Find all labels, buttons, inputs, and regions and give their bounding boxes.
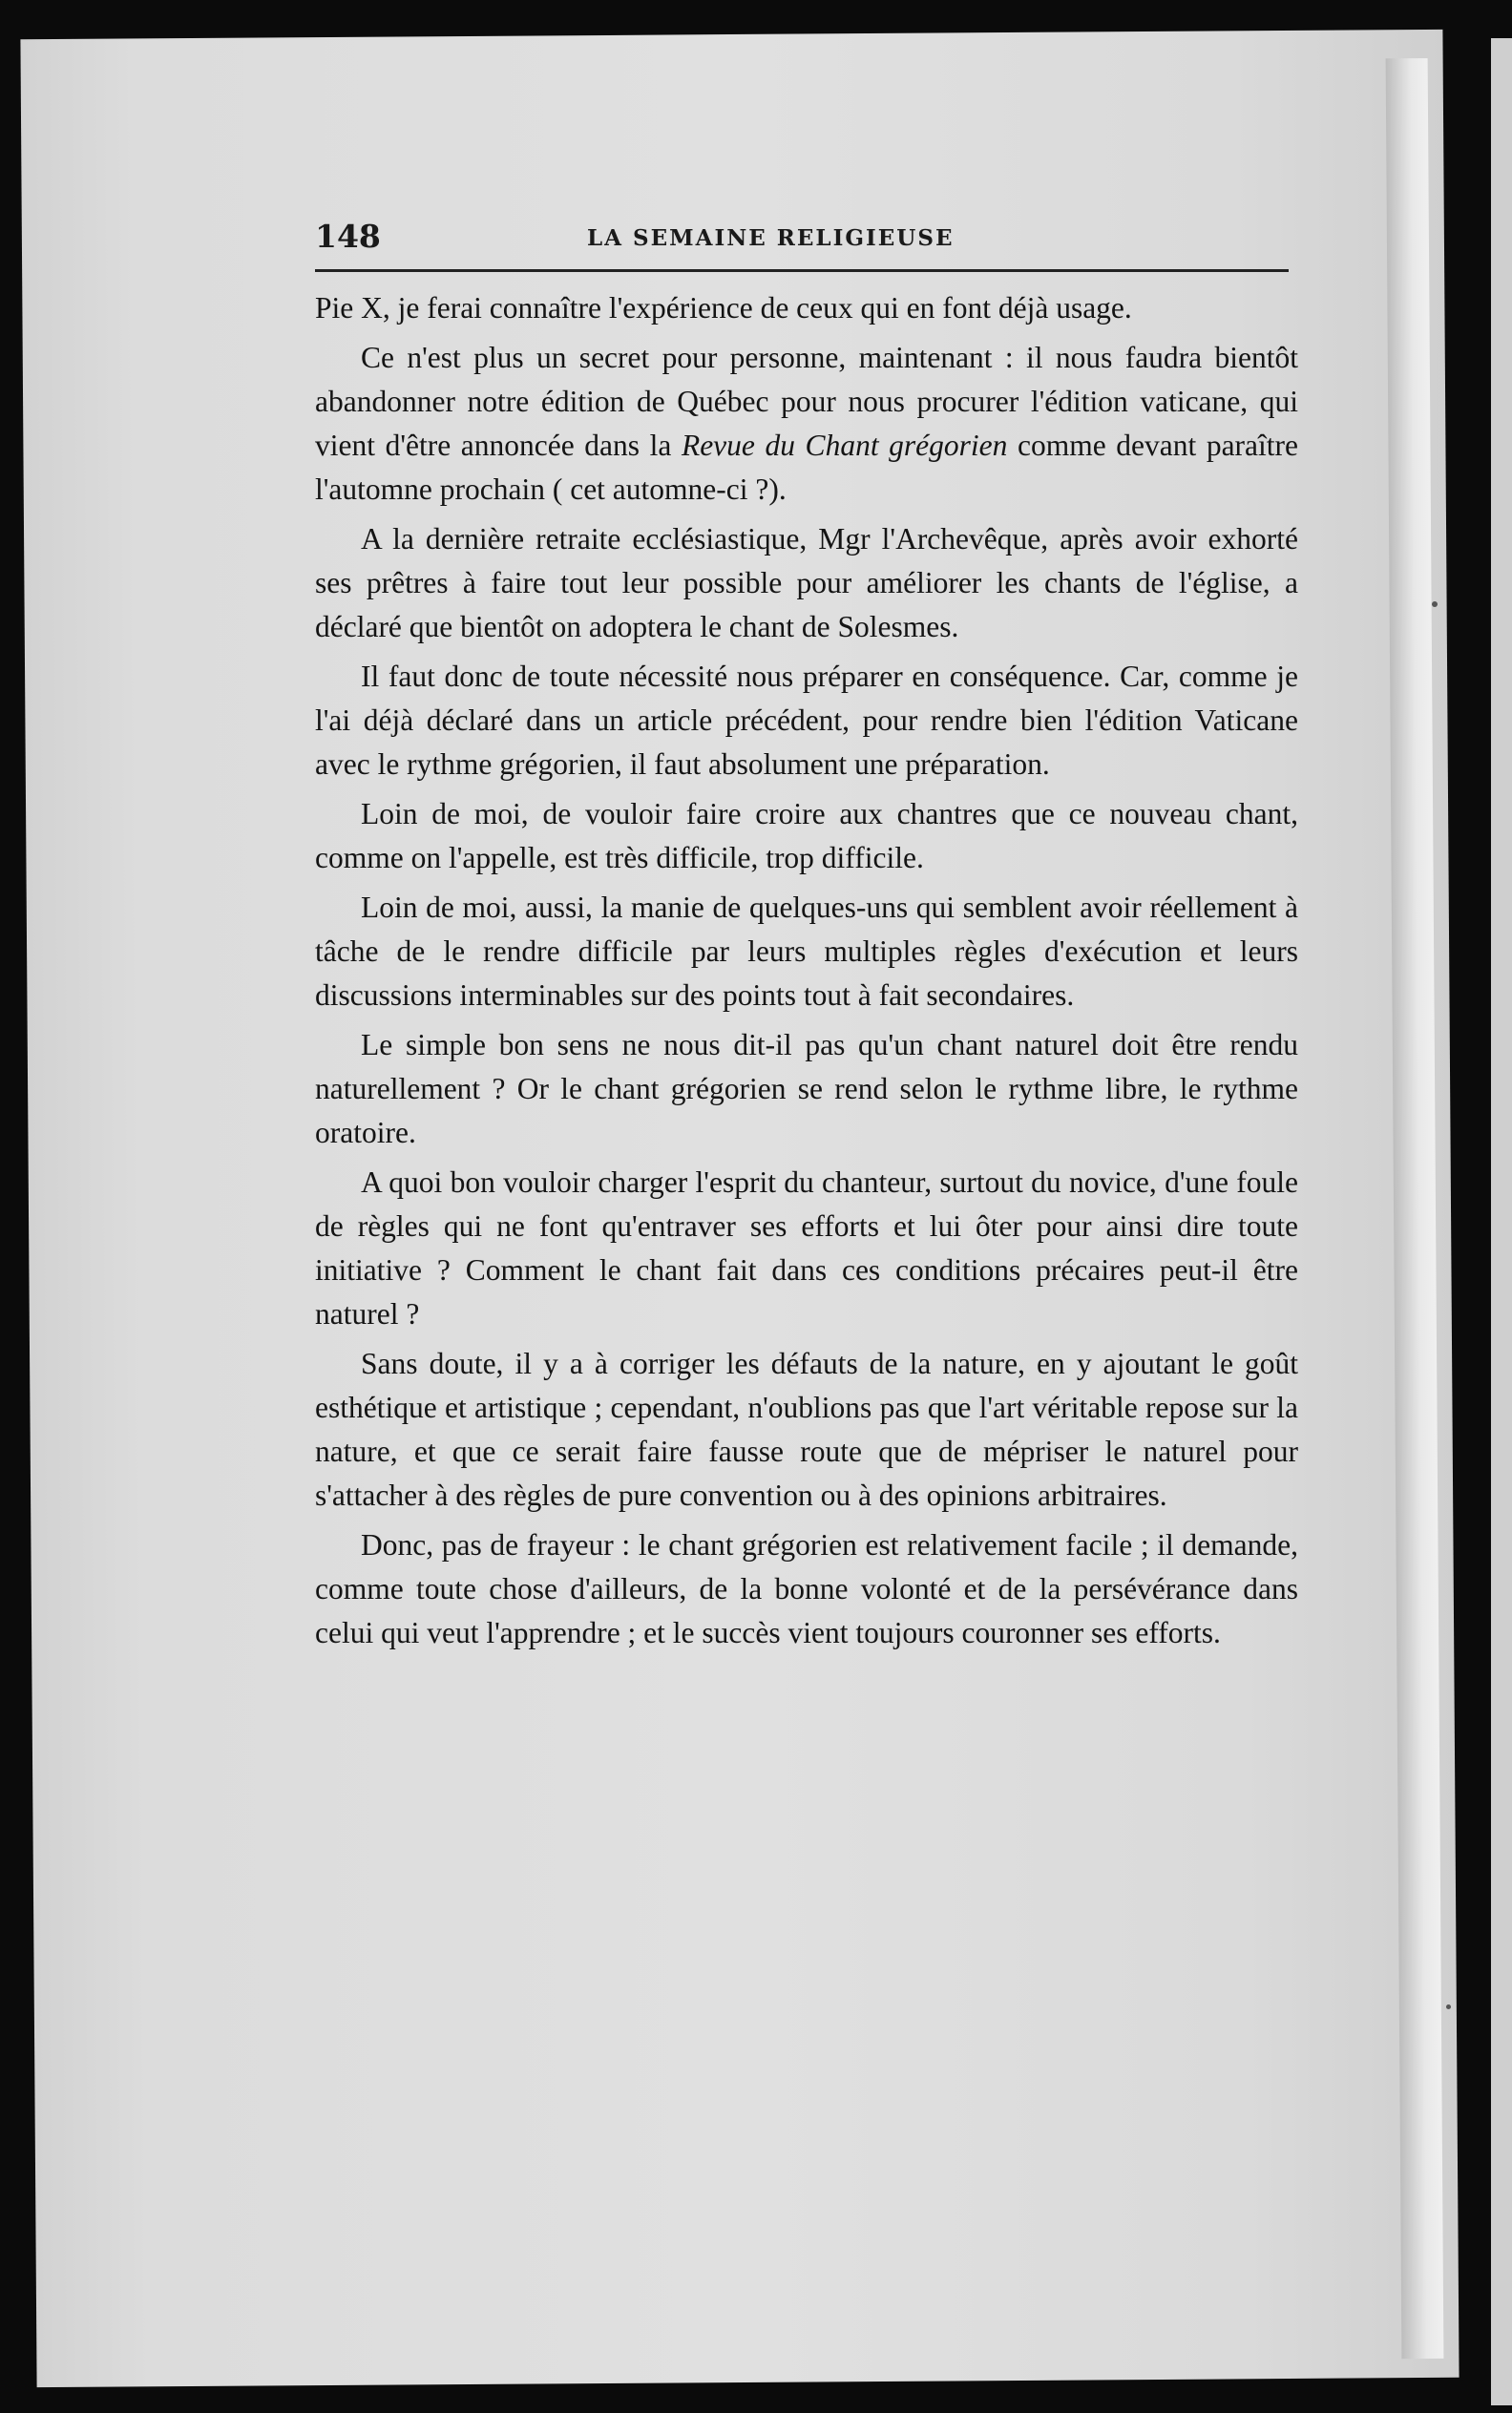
- paragraph-7: Le simple bon sens ne nous dit-il pas qu'un chant naturel doit être rendu naturellement ? Or le chant grégorien se rend selon le rythme libre, le rythme oratoire.: [315, 1028, 1298, 1149]
- adjacent-page-edge: [1491, 38, 1512, 2405]
- page-number: 148: [315, 218, 381, 255]
- paragraph-2: Ce n'est plus un secret pour personne, maintenant : il nous faudra bientôt abandonner notre édition de Québec pour nous procurer l'édition vaticane, qui vient d'être annoncée dans la Revue du Chant grégorien comme devant paraître l'automne prochain ( cet automne-ci ?).: [315, 341, 1299, 506]
- running-head: LA SEMAINE RELIGIEUSE: [587, 225, 955, 251]
- paragraph-10: Donc, pas de frayeur : le chant grégorien est relativement facile ; il demande, comme toute chose d'ailleurs, de la bonne volonté et de la persévérance dans celui qui veut l'apprendre ; et le succès vient toujours couronner ses efforts.: [315, 1528, 1298, 1649]
- page-header: [315, 218, 1317, 265]
- article-body: [315, 286, 1298, 1661]
- paragraph-4: Il faut donc de toute nécessité nous préparer en conséquence. Car, comme je l'ai déjà déclaré dans un article précédent, pour rendre bien l'édition Vaticane avec le rythme grégorien, il faut absolument une préparation.: [315, 660, 1298, 781]
- paragraph-1: Pie X, je ferai connaître l'expérience de ceux qui en font déjà usage.: [315, 291, 1132, 325]
- journal-title: Revue du Chant grégorien: [681, 429, 1008, 462]
- scan-speck: [1446, 2004, 1451, 2009]
- paragraph-8: A quoi bon vouloir charger l'esprit du chanteur, surtout du novice, d'une foule de règles qui ne font qu'entraver ses efforts et lui ôter pour ainsi dire toute initiative ? Comment le chant fait dans ces conditions précaires peut-il être naturel ?: [315, 1165, 1298, 1331]
- paragraph-5: Loin de moi, de vouloir faire croire aux chantres que ce nouveau chant, comme on l'appelle, est très difficile, trop difficile.: [315, 797, 1298, 874]
- page-fold-shadow: [1386, 58, 1444, 2359]
- header-rule: [315, 269, 1289, 272]
- paragraph-6: Loin de moi, aussi, la manie de quelques-uns qui semblent avoir réellement à tâche de le rendre difficile par leurs multiples règles d'exécution et leurs discussions interminables sur des points tout à fait secondaires.: [315, 891, 1298, 1012]
- paragraph-9: Sans doute, il y a à corriger les défauts de la nature, en y ajoutant le goût esthétique et artistique ; cependant, n'oublions pas que l'art véritable repose sur la nature, et que ce serait faire fausse route que de mépriser le naturel pour s'attacher à des règles de pure convention ou à des opinions arbitraires.: [315, 1347, 1298, 1512]
- paragraph-3: A la dernière retraite ecclésiastique, Mgr l'Archevêque, après avoir exhorté ses prêtres à faire tout leur possible pour améliorer les chants de l'église, a déclaré que bientôt on adoptera le chant de Solesmes.: [315, 522, 1298, 643]
- scan-speck: [1432, 601, 1438, 607]
